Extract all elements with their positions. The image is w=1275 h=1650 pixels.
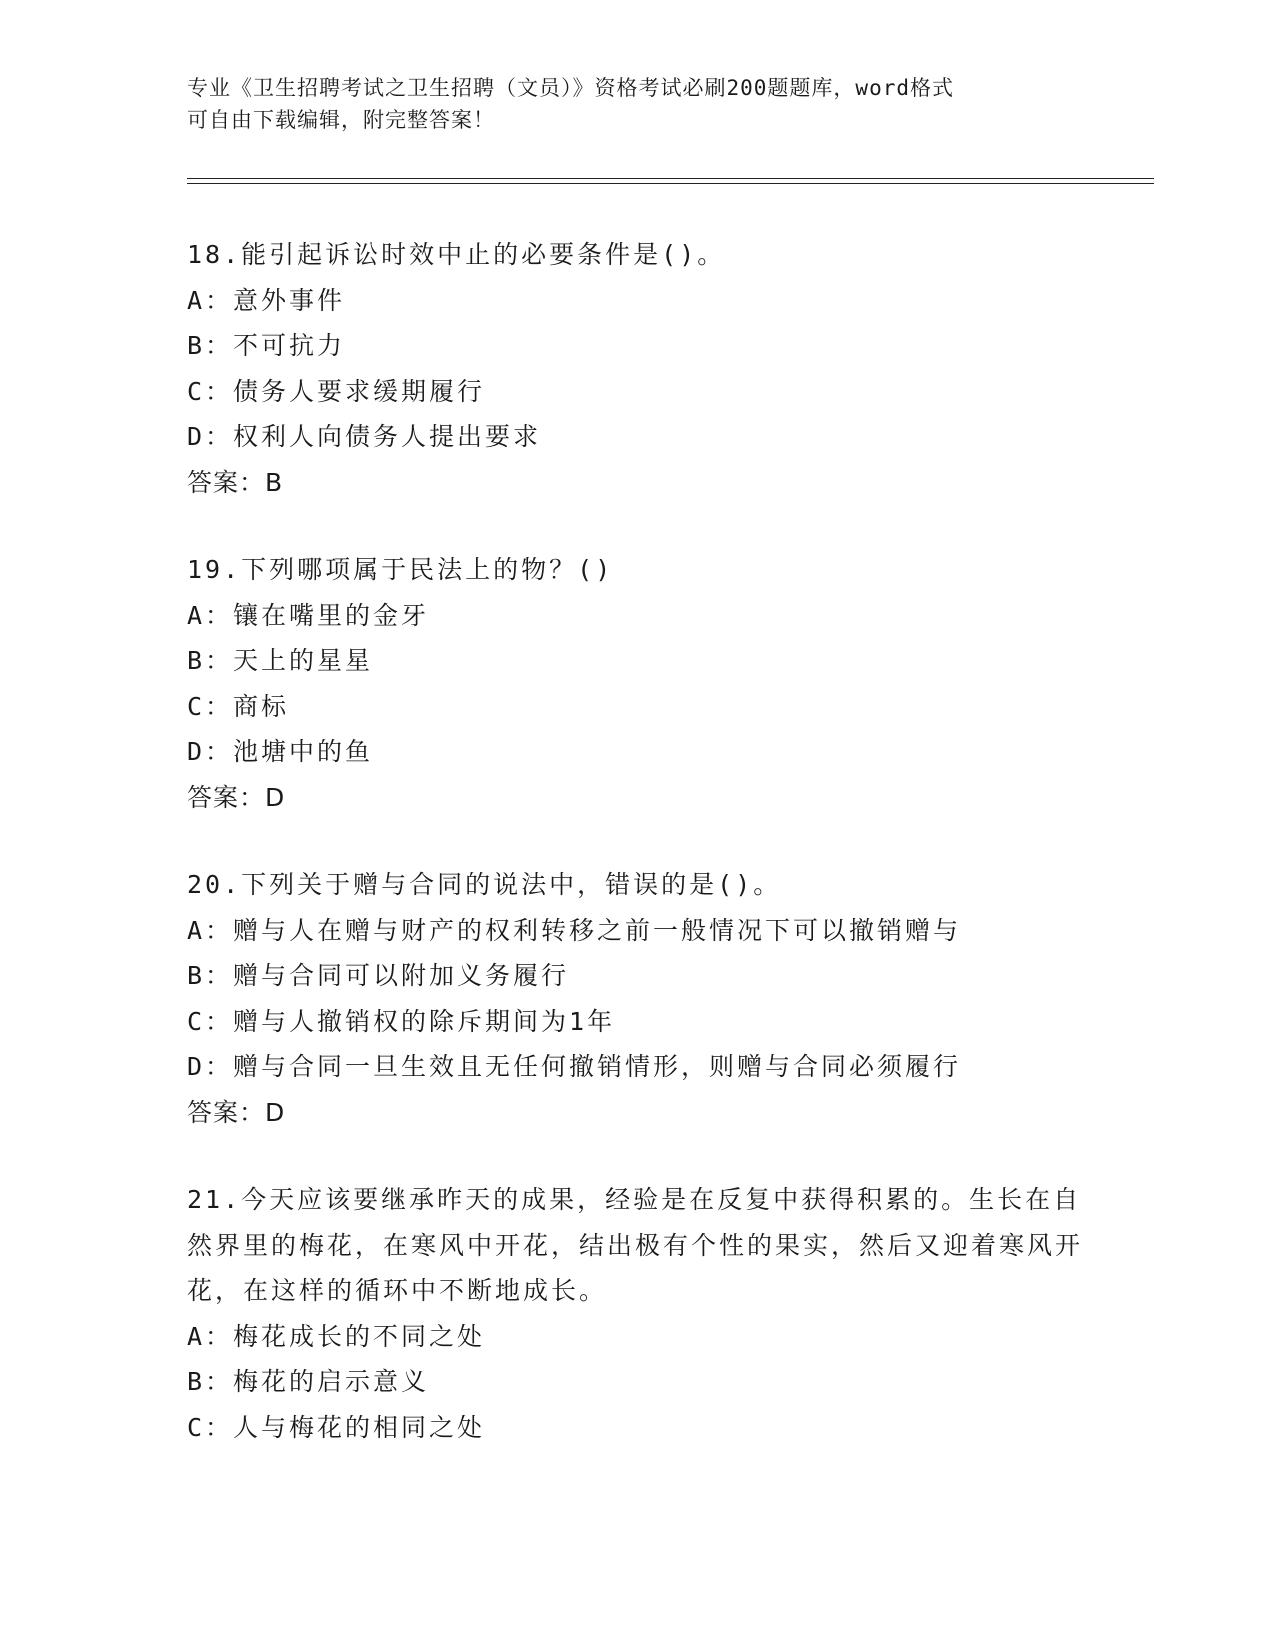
option-b: B：赠与合同可以附加义务履行 bbox=[187, 961, 570, 990]
option-a: A：梅花成长的不同之处 bbox=[187, 1321, 486, 1351]
question-19 bbox=[187, 547, 1087, 820]
option-a: A：镶在嘴里的金牙 bbox=[187, 600, 430, 630]
question-18 bbox=[187, 232, 1087, 505]
question-title: 19.下列哪项属于民法上的物？() bbox=[187, 555, 614, 584]
header-rule-top bbox=[187, 178, 1154, 179]
question-list bbox=[187, 232, 1087, 1492]
option-d: D：池塘中的鱼 bbox=[187, 737, 374, 766]
question-title: 21.今天应该要继承昨天的成果，经验是在反复中获得积累的。生长在自然界里的梅花，在寒风中开花，结出极有个性的果实，然后又迎着寒风开花，在这样的循环中不断地成长。 bbox=[187, 1185, 1084, 1305]
option-c: C：商标 bbox=[187, 691, 290, 721]
question-title: 18.能引起诉讼时效中止的必要条件是()。 bbox=[187, 240, 726, 269]
question-21 bbox=[187, 1177, 1087, 1450]
option-b: B：不可抗力 bbox=[187, 331, 346, 360]
option-b: B：天上的星星 bbox=[187, 646, 374, 675]
question-20 bbox=[187, 862, 1087, 1135]
option-b: B：梅花的启示意义 bbox=[187, 1367, 430, 1396]
option-c: C：债务人要求缓期履行 bbox=[187, 376, 486, 406]
option-a: A：赠与人在赠与财产的权利转移之前一般情况下可以撤销赠与 bbox=[187, 915, 962, 945]
option-c: C：赠与人撤销权的除斥期间为1年 bbox=[187, 1006, 616, 1036]
option-c: C：人与梅花的相同之处 bbox=[187, 1412, 486, 1442]
header-line-1: 专业《卫生招聘考试之卫生招聘（文员）》资格考试必刷200题题库，word格式 bbox=[187, 76, 954, 100]
option-d: D：权利人向债务人提出要求 bbox=[187, 422, 542, 451]
header-rule-bottom bbox=[187, 183, 1154, 184]
answer: 答案：D bbox=[187, 1097, 286, 1127]
answer: 答案：D bbox=[187, 782, 286, 812]
option-d: D：赠与合同一旦生效且无任何撤销情形，则赠与合同必须履行 bbox=[187, 1052, 962, 1081]
question-title: 20.下列关于赠与合同的说法中，错误的是()。 bbox=[187, 870, 782, 899]
answer: 答案：B bbox=[187, 467, 284, 497]
header-line-2: 可自由下载编辑，附完整答案！ bbox=[187, 108, 495, 132]
option-a: A：意外事件 bbox=[187, 285, 346, 315]
document-header bbox=[187, 72, 1087, 136]
